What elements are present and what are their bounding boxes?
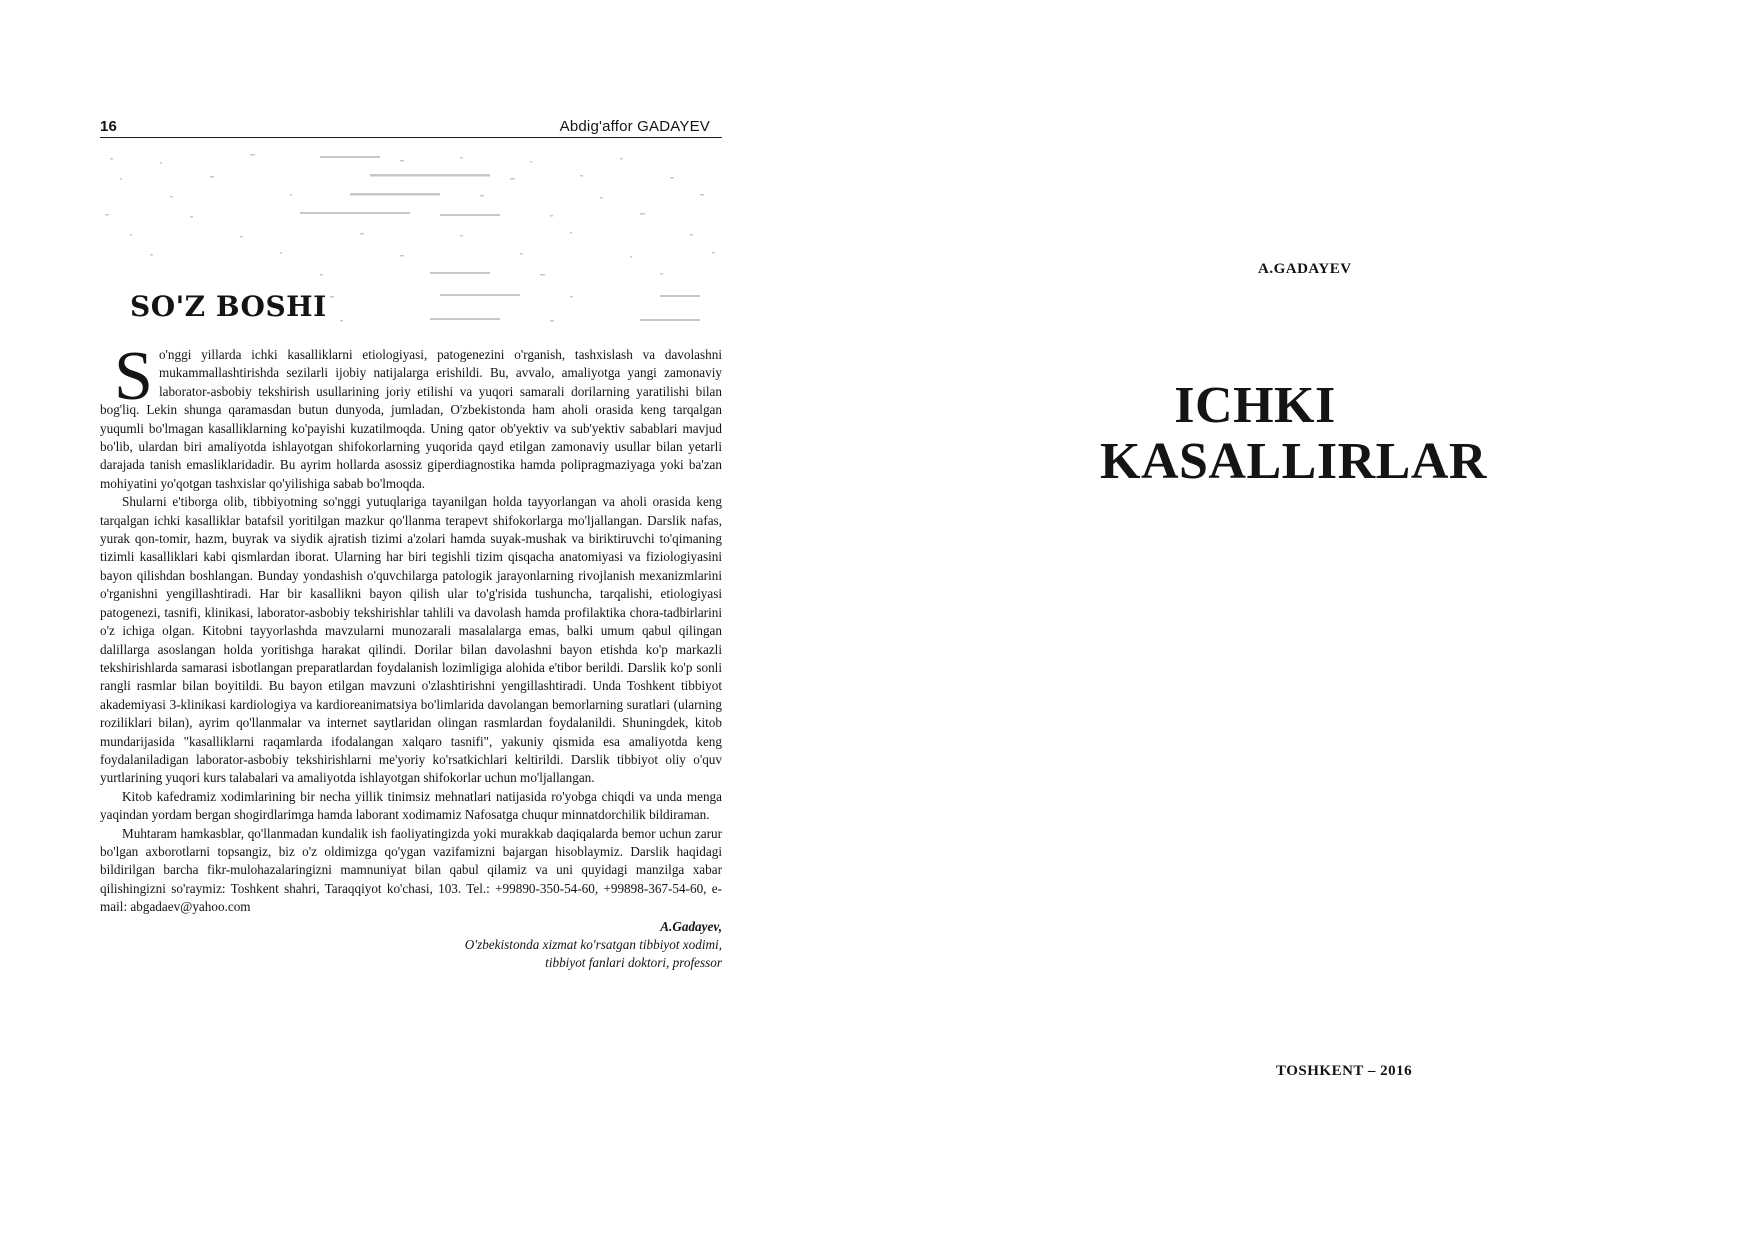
publication-place-year: TOSHKENT – 2016 xyxy=(1276,1063,1413,1079)
book-title xyxy=(1100,377,1487,490)
section-title: SO'Z BOSHI xyxy=(130,290,327,323)
book-title-line-1: ICHKI xyxy=(1174,377,1336,434)
running-header-author: Abdig'affor GADAYEV xyxy=(559,118,710,135)
preface-body xyxy=(100,338,722,973)
signature-name: A.Gadayev, xyxy=(660,918,722,934)
cover-author: A.GADAYEV xyxy=(1258,261,1352,277)
signature-block xyxy=(100,918,722,973)
right-page-title-page xyxy=(1100,0,1640,1240)
paragraph-4: Muhtaram hamkasblar, qo'llanmadan kundalik ish faoliyatingizda yoki murakkab daqiqalarda bemor uchun zarur bo'lgan axborotlarni topsangiz, biz o'z oldimizga qo'ygan vazifamizni bajargan hisoblaymiz. Darslik haqidagi bildirilgan barcha fikr-mulohazalaringizni mamnuniyat bilan qabul qilamiz va uni quyidagi manzilga xabar qilishingizni so'raymiz: Toshkent shahri, Taraqqiyot ko'chasi, 103. Tel.: +99890-350-54-60, +99898-367-54-60, e-mail: abgadaev@yahoo.com xyxy=(100,825,722,915)
drop-cap-letter: S xyxy=(114,338,153,415)
running-header xyxy=(100,118,722,138)
paragraph-1 xyxy=(100,338,722,493)
paragraph-3: Kitob kafedramiz xodimlarining bir necha yillik tinimsiz mehnatlari natijasida ro'yobga chiqdi va unda menga yaqindan yordam bergan shogirdlarimga hamda laborant xodimamiz Nafosatga chuqur minnatdorchilik bildiraman. xyxy=(100,788,722,823)
page-number: 16 xyxy=(100,118,118,135)
book-title-line-2: KASALLIRLAR xyxy=(1100,433,1487,490)
paragraph-1-text: o'nggi yillarda ichki kasalliklarni etiologiyasi, patogenezini o'rganish, tashxislash va davolashni mukammallashtirishda sezilarli ijobiy natijalarga erishildi. Bu, avvalo, amaliyotga yangi zamonaviy laborator-asbobiy tekshirish usullarining joriy etilishi va yuqori samarali dorilarning yaratilishi bilan bog'liq. Lekin shunga qaramasdan butun dunyoda, jumladan, O'zbekistonda ham aholi orasida keng tarqalgan yuqumli bo'lmagan kasalliklarning ko'payishi kuzatilmoqda. Uning qator ob'yektiv va sub'yektiv sabablari mavjud bo'lib, ulardan biri amaliyotda ishlayotgan shifokorlarning yuqorida qayd etilgan zamonaviy usullar bilan yetarli darajada tanish emasliklaridadir. Bu ayrim hollarda asossiz giperdiagnostika hamda polipragmaziyaga yoki ba'zan mohiyatini yo'qotgan tashxislar qo'yilishiga sabab bo'lmoqda. xyxy=(100,347,722,491)
paragraph-2: Shularni e'tiborga olib, tibbiyotning so'nggi yutuqlariga tayanilgan holda tayyorlangan va aholi orasida keng tarqalgan ichki kasalliklar batafsil yoritilgan mazkur qo'llanma terapevt shifokorlarga mo'ljallangan. Darslik nafas, yurak qon-tomir, hazm, buyrak va siydik ajratish tizimi a'zolari hamda suyak-mushak va biriktiruvchi to'qimaning tizimli kasalliklari kabi qismlardan iborat. Ularning har biri tegishli tizim qisqacha anatomiyasi va fiziologiyasini bayon qilishdan boshlangan. Bunday yondashish o'quvchilarga patologik jarayonlarning rivojlanish mexanizmlarini o'rganishni yengillashtiradi. Har bir kasallikni bayon qilish ular to'g'risida tushuncha, tarqalishi, etiologiyasi patogenezi, tasnifi, klinikasi, laborator-asbobiy tekshirishlar tahlili va davolash hamda profilaktika chora-tadbirlarini o'z ichiga olgan. Kitobni tayyorlashda mavzularni munozarali masalalarga emas, balki umum qabul qilingan dalillarga asoslangan holda yoritishga harakat qilindi. Dorilar bilan davolashni bayon etishda ko'p markazli tekshirishlarda samarasi isbotlangan preparatlardan foydalanish lozimligiga alohida e'tibor berildi. Darslik ko'p sonli rangli rasmlar bilan boyitildi. Bu bayon etilgan mavzuni o'zlashtirishni yengillashtiradi. Unda Toshkent tibbiyot akademiyasi 3-klinikasi kardiologiya va kardioreanimatsiya bo'limlarida davolangan bemorlarning suratlari (ularning roziliklari bilan), ayrim qo'llanmalar va internet saytlaridan olingan rasmlardan foydalanildi. Shuningdek, kitob mundarijasida "kasalliklarni raqamlarda ifodalangan xalqaro tasnifi", yakuniy qismida esa amaliyotda keng foydalaniladigan laborator-asbobiy tekshirishlarni me'yoriy ko'rsatkichlari keltirildi. Darslik tibbiyot oliy o'quv yurtlarining yuqori kurs talabalari va amaliyotda ishlayotgan shifokorlar uchun mo'ljallangan. xyxy=(100,494,722,786)
signature-title-1: O'zbekistonda xizmat ko'rsatgan tibbiyot xodimi, xyxy=(464,937,722,952)
signature-title-2: tibbiyot fanlari doktori, professor xyxy=(545,955,722,971)
left-page xyxy=(100,118,722,971)
